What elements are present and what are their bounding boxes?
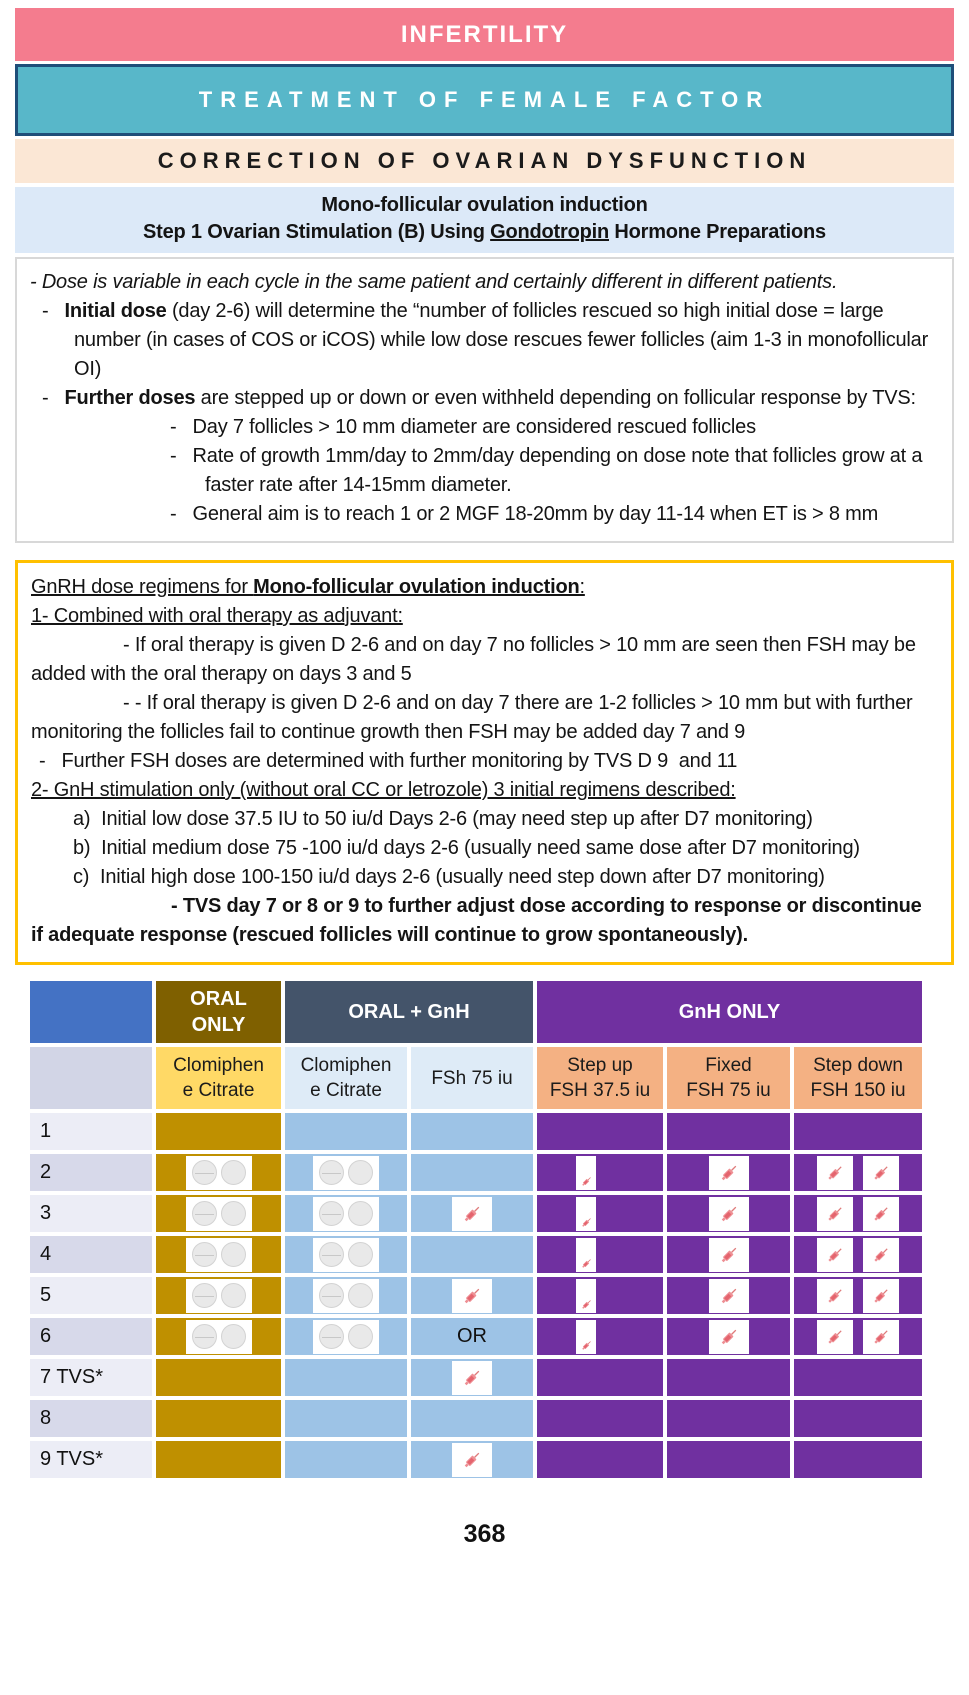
- table-cell: [285, 1318, 407, 1355]
- syringe-icon: [825, 1204, 845, 1224]
- table-cell: [667, 1277, 790, 1314]
- column-sub-header: [667, 1047, 790, 1109]
- tablet-icon: [192, 1283, 217, 1308]
- tablet-icon: [221, 1160, 246, 1185]
- syringe-box: [863, 1197, 899, 1231]
- syringe-box: [709, 1197, 749, 1231]
- syringe-box: [817, 1197, 853, 1231]
- syringe-box: [709, 1279, 749, 1313]
- table-cell: [156, 1195, 281, 1232]
- syringe-icon: [461, 1449, 483, 1471]
- syringe-icon: [871, 1163, 891, 1183]
- table-cell: [537, 1113, 663, 1150]
- paragraph: [31, 776, 937, 805]
- row-label: 9 TVS*: [30, 1441, 152, 1478]
- text-run: :: [579, 576, 585, 598]
- infertility-banner: [15, 8, 954, 61]
- sub-header-label: Clomiphen: [300, 1055, 392, 1076]
- clomiphene-tablets-icon: [313, 1197, 379, 1231]
- clomiphene-tablets-icon: [186, 1197, 252, 1231]
- table-cell: [794, 1277, 922, 1314]
- tablet-icon: [221, 1283, 246, 1308]
- syringe-box: [576, 1238, 596, 1272]
- clomiphene-tablets-icon: [186, 1238, 252, 1272]
- sub-header-label: FSH 150 iu: [810, 1080, 906, 1101]
- column-group-header: [156, 981, 281, 1043]
- paragraph: [31, 602, 937, 631]
- tablet-icon: [348, 1201, 373, 1226]
- tablet-icon: [221, 1201, 246, 1226]
- syringe-icon: [461, 1203, 483, 1225]
- paragraph: [31, 805, 937, 834]
- table-cell: [537, 1400, 663, 1437]
- table-cell: [667, 1359, 790, 1396]
- row-label: 3: [30, 1195, 152, 1232]
- column-sub-header: [411, 1047, 533, 1109]
- text-run: Mono-follicular ovulation induction: [321, 194, 648, 216]
- tablet-icon: [348, 1160, 373, 1185]
- syringe-icon: [825, 1327, 845, 1347]
- table-cell: [537, 1195, 663, 1232]
- syringe-icon: [580, 1339, 593, 1352]
- paragraph: [30, 500, 938, 529]
- correction-banner: [15, 139, 954, 183]
- text-run: -: [42, 300, 65, 322]
- syringe-box: [452, 1361, 492, 1395]
- syringe-icon: [461, 1367, 483, 1389]
- table-cell: [667, 1195, 790, 1232]
- table-cell: [411, 1441, 533, 1478]
- table-cell: [285, 1359, 407, 1396]
- text-run: are stepped up or down or even withheld depending on follicular response by TVS:: [195, 387, 916, 409]
- syringe-box: [576, 1197, 596, 1231]
- text-run: - Day 7 follicles > 10 mm diameter are considered rescued follicles: [170, 416, 756, 438]
- column-group-header: [30, 981, 152, 1043]
- row-label: 1: [30, 1113, 152, 1150]
- gnrh-regimen-box: [15, 560, 954, 965]
- row-label: 4: [30, 1236, 152, 1273]
- clomiphene-tablets-icon: [313, 1238, 379, 1272]
- table-cell: [285, 1277, 407, 1314]
- syringe-icon: [871, 1286, 891, 1306]
- table-cell: [537, 1236, 663, 1273]
- text-run: Initial dose: [64, 300, 167, 322]
- syringe-box: [817, 1156, 853, 1190]
- header-label: GnH ONLY: [678, 1001, 781, 1023]
- clomiphene-tablets-icon: [186, 1320, 252, 1354]
- page-number: 368: [463, 1520, 506, 1548]
- table-cell: [794, 1318, 922, 1355]
- syringe-icon: [718, 1162, 740, 1184]
- tablet-icon: [348, 1283, 373, 1308]
- tablet-icon: [348, 1242, 373, 1267]
- syringe-box: [863, 1320, 899, 1354]
- text-run: (day 2-6) will determine the “number of follicles rescued so high initial dose = large number (in cases of COS or iCOS) while low dose rescues fewer follicles (aim 1-3 in monofollicular OI): [74, 300, 929, 380]
- table-cell: [285, 1441, 407, 1478]
- tablet-icon: [192, 1201, 217, 1226]
- syringe-icon: [871, 1327, 891, 1347]
- table-cell: [794, 1236, 922, 1273]
- tablet-icon: [348, 1324, 373, 1349]
- syringe-box: [576, 1279, 596, 1313]
- text-run: - General aim is to reach 1 or 2 MGF 18-20mm by day 11-14 when ET is > 8 mm: [170, 503, 879, 525]
- paragraph: [30, 268, 938, 297]
- paragraph: [31, 747, 937, 776]
- syringe-icon: [718, 1326, 740, 1348]
- column-group-header: [537, 981, 922, 1043]
- syringe-box: [817, 1238, 853, 1272]
- syringe-icon: [461, 1285, 483, 1307]
- row-label: 5: [30, 1277, 152, 1314]
- table-cell: [156, 1113, 281, 1150]
- text-run: - - If oral therapy is given D 2-6 and on day 7 there are 1-2 follicles > 10 mm but with further monitoring the follicles fail to continue growth then FSH may be added day 7 and 9: [31, 692, 913, 743]
- syringe-pair-icon: [817, 1279, 899, 1313]
- table-cell: [411, 1400, 533, 1437]
- sub-header-label: Fixed: [705, 1055, 752, 1076]
- table-cell: [667, 1441, 790, 1478]
- clomiphene-tablets-icon: [186, 1156, 252, 1190]
- text-run: 1- Combined with oral therapy as adjuvant:: [31, 605, 403, 627]
- syringe-box: [452, 1443, 492, 1477]
- text-run: c) Initial high dose 100-150 iu/d days 2-6 (usually need step down after D7 monitoring): [73, 866, 825, 888]
- syringe-pair-icon: [817, 1156, 899, 1190]
- paragraph: [31, 863, 937, 892]
- row-label: 6: [30, 1318, 152, 1355]
- sub-header-label: FSH 37.5 iu: [549, 1080, 651, 1101]
- table-cell: [537, 1441, 663, 1478]
- row-label: 2: [30, 1154, 152, 1191]
- table-cell: [411, 1113, 533, 1150]
- table-cell: [667, 1318, 790, 1355]
- text-run: Hormone Preparations: [609, 221, 826, 243]
- table-cell: [667, 1113, 790, 1150]
- text-run: Mono-follicular ovulation induction: [253, 576, 580, 598]
- table-cell: [285, 1236, 407, 1273]
- table-cell: [285, 1154, 407, 1191]
- table-cell: [794, 1359, 922, 1396]
- table-cell: [156, 1359, 281, 1396]
- or-label: OR: [457, 1325, 487, 1347]
- table-cell: [794, 1195, 922, 1232]
- header-label: ORAL: [190, 988, 247, 1010]
- clomiphene-tablets-icon: [313, 1156, 379, 1190]
- correction-banner-label: CORRECTION OF OVARIAN DYSFUNCTION: [157, 148, 812, 173]
- text-run: a) Initial low dose 37.5 IU to 50 iu/d Days 2-6 (may need step up after D7 monitoring): [73, 808, 813, 830]
- text-run: - Further FSH doses are determined with further monitoring by TVS D 9 and 11: [39, 750, 738, 772]
- syringe-icon: [718, 1244, 740, 1266]
- table-cell: [285, 1195, 407, 1232]
- table-cell: [411, 1236, 533, 1273]
- text-run: - Rate of growth 1mm/day to 2mm/day depending on dose note that follicles grow at a faster rate after 14-15mm diameter.: [170, 445, 923, 496]
- text-run: GnRH dose regimens for: [31, 576, 254, 598]
- paragraph: [31, 689, 937, 747]
- paragraph: [31, 834, 937, 863]
- sub-header-label: e Citrate: [182, 1080, 255, 1101]
- infertility-banner-label: INFERTILITY: [400, 20, 569, 48]
- table-cell: [537, 1359, 663, 1396]
- column-sub-header: [794, 1047, 922, 1109]
- sub-header-label: Step down: [813, 1055, 903, 1076]
- tablet-icon: [221, 1324, 246, 1349]
- table-cell: [156, 1154, 281, 1191]
- syringe-pair-icon: [817, 1238, 899, 1272]
- text-run: - If oral therapy is given D 2-6 and on day 7 no follicles > 10 mm are seen then FSH may be added with the oral therapy on days 3 and 5: [31, 634, 916, 685]
- syringe-box: [709, 1156, 749, 1190]
- syringe-box: [576, 1320, 596, 1354]
- syringe-box: [863, 1279, 899, 1313]
- sub-header-label: Clomiphen: [173, 1055, 264, 1076]
- table-cell: [537, 1154, 663, 1191]
- sub-header-spacer: [30, 1047, 152, 1109]
- tablet-icon: [319, 1324, 344, 1349]
- table-cell: [156, 1236, 281, 1273]
- text-run: Gondotropin: [490, 221, 609, 243]
- paragraph: [30, 297, 938, 384]
- tablet-icon: [319, 1242, 344, 1267]
- syringe-pair-icon: [817, 1320, 899, 1354]
- syringe-box: [576, 1156, 596, 1190]
- syringe-pair-icon: [817, 1197, 899, 1231]
- syringe-box: [817, 1279, 853, 1313]
- table-cell: [285, 1400, 407, 1437]
- table-cell: [156, 1318, 281, 1355]
- table-cell: [411, 1359, 533, 1396]
- text-run: - Dose is variable in each cycle in the same patient and certainly different in different patients.: [30, 271, 838, 293]
- clomiphene-tablets-icon: [313, 1279, 379, 1313]
- text-run: -: [42, 387, 65, 409]
- syringe-box: [709, 1320, 749, 1354]
- clomiphene-tablets-icon: [313, 1320, 379, 1354]
- syringe-box: [452, 1197, 492, 1231]
- header-label: ONLY: [191, 1014, 246, 1036]
- tablet-icon: [192, 1324, 217, 1349]
- table-cell: [411, 1318, 533, 1355]
- paragraph: [25, 192, 944, 219]
- syringe-box: [709, 1238, 749, 1272]
- table-cell: [537, 1318, 663, 1355]
- sub-header-label: e Citrate: [310, 1080, 382, 1101]
- table-cell: [156, 1400, 281, 1437]
- dose-notes-box: [15, 257, 954, 543]
- paragraph: [30, 442, 938, 500]
- syringe-icon: [825, 1245, 845, 1265]
- column-sub-header: [537, 1047, 663, 1109]
- syringe-icon: [871, 1245, 891, 1265]
- table-cell: [667, 1154, 790, 1191]
- syringe-icon: [718, 1203, 740, 1225]
- syringe-box: [863, 1238, 899, 1272]
- syringe-icon: [718, 1285, 740, 1307]
- tablet-icon: [319, 1201, 344, 1226]
- text-run: Further doses: [64, 387, 196, 409]
- sub-header-label: Step up: [567, 1055, 633, 1076]
- table-cell: [794, 1441, 922, 1478]
- table-cell: [411, 1195, 533, 1232]
- syringe-box: [817, 1320, 853, 1354]
- syringe-icon: [580, 1257, 593, 1270]
- column-group-header: [285, 981, 533, 1043]
- syringe-icon: [825, 1286, 845, 1306]
- text-run: Step 1 Ovarian Stimulation (B) Using: [143, 221, 491, 243]
- table-cell: [411, 1154, 533, 1191]
- syringe-icon: [871, 1204, 891, 1224]
- table-cell: [667, 1400, 790, 1437]
- table-cell: [667, 1236, 790, 1273]
- tablet-icon: [221, 1242, 246, 1267]
- tablet-icon: [192, 1160, 217, 1185]
- table-cell: [794, 1400, 922, 1437]
- table-cell: [156, 1441, 281, 1478]
- paragraph: [31, 631, 937, 689]
- table-cell: [537, 1277, 663, 1314]
- sub-header-label: FSH 75 iu: [686, 1080, 771, 1101]
- tablet-icon: [319, 1160, 344, 1185]
- paragraph: [25, 219, 944, 246]
- syringe-box: [863, 1156, 899, 1190]
- text-run: 2- GnH stimulation only (without oral CC or letrozole) 3 initial regimens described:: [31, 779, 736, 801]
- paragraph: [31, 573, 937, 602]
- paragraph: [30, 413, 938, 442]
- syringe-icon: [580, 1298, 593, 1311]
- table-cell: [794, 1154, 922, 1191]
- paragraph: [30, 384, 938, 413]
- paragraph: [31, 892, 937, 950]
- row-label: 7 TVS*: [30, 1359, 152, 1396]
- sub-header-label: FSh 75 iu: [431, 1067, 513, 1089]
- clomiphene-tablets-icon: [186, 1279, 252, 1313]
- treatment-banner: [15, 64, 954, 136]
- header-label: ORAL + GnH: [348, 1001, 470, 1023]
- syringe-icon: [825, 1163, 845, 1183]
- syringe-box: [452, 1279, 492, 1313]
- tablet-icon: [319, 1283, 344, 1308]
- syringe-icon: [580, 1175, 593, 1188]
- table-cell: [285, 1113, 407, 1150]
- text-run: - TVS day 7 or 8 or 9 to further adjust dose according to response or discontinue if adequate response (rescued follicles will continue to grow spontaneously).: [31, 895, 922, 946]
- table-cell: [411, 1277, 533, 1314]
- column-sub-header: [285, 1047, 407, 1109]
- dose-schedule-table: [30, 981, 918, 1478]
- column-sub-header: [156, 1047, 281, 1109]
- section-title-box: [15, 187, 954, 253]
- treatment-banner-label: TREATMENT OF FEMALE FACTOR: [198, 87, 771, 112]
- table-cell: [156, 1277, 281, 1314]
- tablet-icon: [192, 1242, 217, 1267]
- text-run: b) Initial medium dose 75 -100 iu/d days 2-6 (usually need same dose after D7 monitoring): [73, 837, 860, 859]
- table-cell: [794, 1113, 922, 1150]
- row-label: 8: [30, 1400, 152, 1437]
- syringe-icon: [580, 1216, 593, 1229]
